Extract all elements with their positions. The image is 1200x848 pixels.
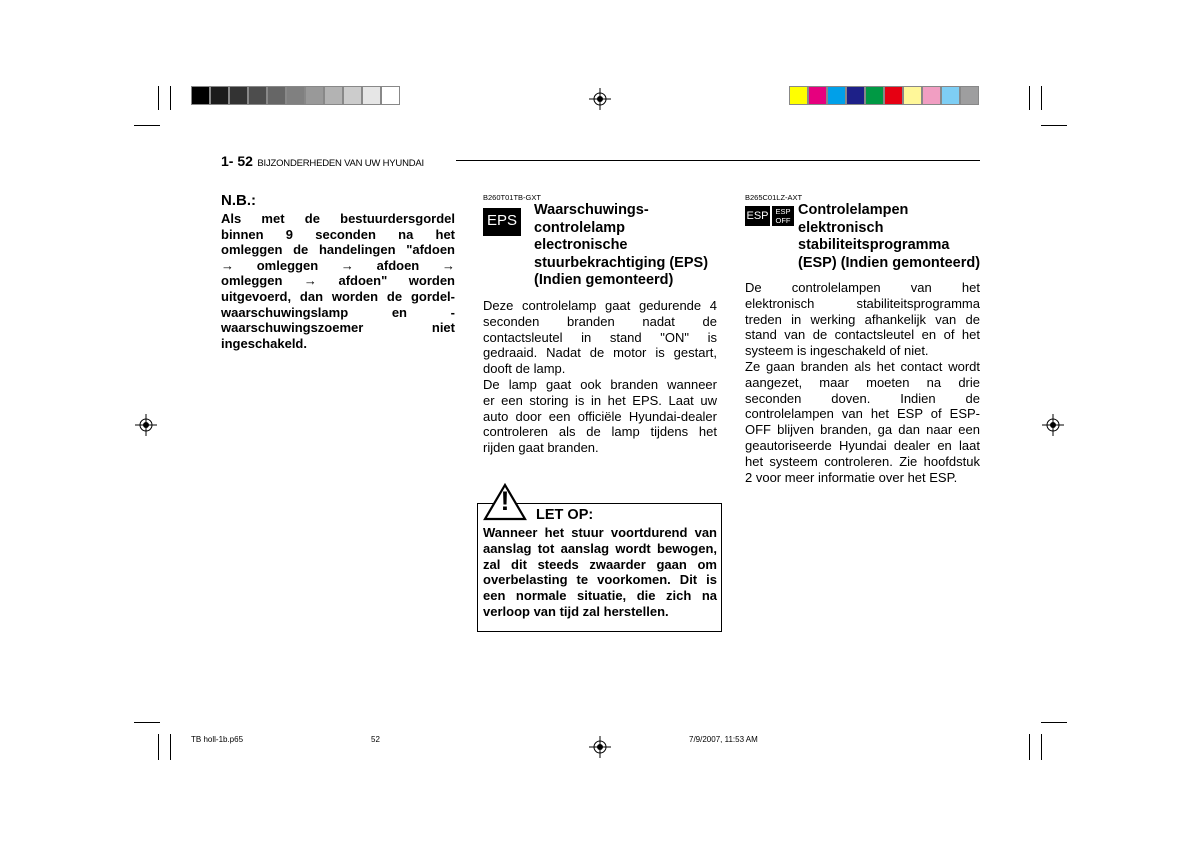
calibration-swatch <box>381 86 400 105</box>
text-line: auto door een officiële Hyundai-dealer <box>483 408 717 424</box>
crop-mark <box>170 86 171 110</box>
eps-code: B260T01TB-GXT <box>483 193 541 202</box>
text-line: er een storing is in het EPS. Laat uw <box>483 392 717 408</box>
text-line: → omleggen → afdoen → <box>221 257 455 273</box>
page-header <box>221 153 424 171</box>
text-line: het systeem controleren. Zie hoofdstuk <box>745 453 980 469</box>
calibration-swatch <box>191 86 210 105</box>
crop-mark <box>1041 86 1042 110</box>
text-line: Waarschuwings- <box>534 202 649 218</box>
caution-title: LET OP: <box>536 507 594 523</box>
text-line: Controlelampen <box>798 202 909 218</box>
registration-mark-left <box>135 414 157 436</box>
crop-mark <box>1041 722 1067 723</box>
caution-body <box>483 525 717 620</box>
esp-off-bottom-label: OFF <box>775 216 791 225</box>
calibration-swatch <box>903 86 922 105</box>
crop-mark <box>1029 86 1030 110</box>
text-line: rijden gaat branden. <box>483 440 599 456</box>
text-line: (Indien gemonteerd) <box>534 272 674 289</box>
note-block <box>221 192 455 351</box>
calibration-swatch <box>248 86 267 105</box>
text-line: contactsleutel in stand "ON" is <box>483 329 717 345</box>
eps-warning-icon: EPS <box>483 208 521 236</box>
text-line: OFF blijven branden, ga dan naar een <box>745 422 980 438</box>
calibration-swatch <box>884 86 903 105</box>
text-line: gedraaid. Nadat de motor is gestart, <box>483 345 717 361</box>
crop-mark <box>1041 734 1042 760</box>
calibration-swatch <box>343 86 362 105</box>
text-line: De controlelampen van het <box>745 280 980 295</box>
page-number: 1- 52 <box>221 153 253 169</box>
text-line: uitgevoerd, dan worden de gordel- <box>221 288 455 304</box>
warning-exclamation: ! <box>500 486 510 516</box>
note-title: N.B.: <box>221 192 256 209</box>
esp-indicator-icon: ESP <box>745 206 770 226</box>
text-line: geautoriseerde Hyundai dealer en laat <box>745 437 980 453</box>
text-line: aanslag tot aanslag wordt bewogen, <box>483 540 717 556</box>
footer-filename: TB holl-1b.p65 <box>191 735 244 744</box>
calibration-swatch <box>362 86 381 105</box>
crop-mark <box>170 734 171 760</box>
calibration-swatch <box>960 86 979 105</box>
crop-mark <box>134 125 160 126</box>
esp-body <box>745 280 980 485</box>
text-line: 2 voor meer informatie over het ESP. <box>745 469 958 485</box>
esp-code: B265C01LZ-AXT <box>745 193 803 202</box>
esp-off-top-label: ESP <box>775 207 791 216</box>
footer-page: 52 <box>371 735 380 744</box>
text-line: stand van de contactsleutel en of het <box>745 327 980 343</box>
calibration-swatch <box>789 86 808 105</box>
registration-mark-right <box>1042 414 1064 436</box>
calibration-swatch <box>324 86 343 105</box>
esp-off-indicator-icon <box>772 206 794 226</box>
calibration-swatch <box>286 86 305 105</box>
text-line: waarschuwingslamp en - <box>221 304 455 320</box>
text-line: electronische <box>534 237 628 254</box>
text-line: De lamp gaat ook branden wanneer <box>483 376 717 392</box>
text-line: Ze gaan branden als het contact wordt <box>745 358 980 374</box>
text-line: Wanneer het stuur voortdurend van <box>483 525 717 540</box>
footer-datetime: 7/9/2007, 11:53 AM <box>689 735 758 744</box>
text-line: omleggen de handelingen "afdoen <box>221 242 455 258</box>
text-line: elektronisch stabiliteitsprogramma <box>745 295 980 311</box>
eps-heading <box>534 202 720 290</box>
calibration-swatch <box>941 86 960 105</box>
calibration-swatch <box>865 86 884 105</box>
crop-mark <box>134 722 160 723</box>
color-strip <box>789 86 979 106</box>
crop-mark <box>158 86 159 110</box>
text-line: aangezet, maar moeten na drie <box>745 374 980 390</box>
calibration-swatch <box>846 86 865 105</box>
text-line: verloop van tijd zal herstellen. <box>483 603 669 619</box>
note-body <box>221 211 455 351</box>
text-line: binnen 9 seconden na het <box>221 226 455 242</box>
text-line: stuurbekrachtiging (EPS) <box>534 254 709 271</box>
text-line: systeem is ingeschakeld of niet. <box>745 343 929 359</box>
text-line: waarschuwingszoemer niet <box>221 320 455 336</box>
text-line: stabiliteitsprogramma <box>798 237 950 254</box>
esp-heading <box>798 202 984 272</box>
text-line: controlelampen van het ESP of ESP- <box>745 406 980 422</box>
text-line: controlelamp <box>534 219 626 236</box>
registration-mark-bottom <box>589 736 611 758</box>
calibration-swatch <box>922 86 941 105</box>
section-title: BIJZONDERHEDEN VAN UW HYUNDAI <box>257 158 424 169</box>
text-line: ingeschakeld. <box>221 335 307 351</box>
text-line: dooft de lamp. <box>483 361 566 377</box>
text-line: Als met de bestuurdersgordel <box>221 211 455 226</box>
crop-mark <box>1029 734 1030 760</box>
eps-body <box>483 298 717 456</box>
calibration-swatch <box>229 86 248 105</box>
text-line: zal dit steeds zwaarder gaan om <box>483 556 717 572</box>
text-line: (ESP) (Indien gemonteerd) <box>798 254 981 271</box>
text-line: een normale situatie, die zich na <box>483 588 717 604</box>
calibration-swatch <box>808 86 827 105</box>
calibration-swatch <box>827 86 846 105</box>
calibration-swatch <box>267 86 286 105</box>
text-line: elektronisch <box>798 219 884 236</box>
registration-mark-top <box>589 88 611 110</box>
text-line: seconden branden nadat de <box>483 313 717 329</box>
text-line: seconden doven. Indien de <box>745 390 980 406</box>
text-line: omleggen → afdoen" worden <box>221 273 455 289</box>
text-line: overbelasting te voorkomen. Dit is <box>483 572 717 588</box>
text-line: treden in werking afhankelijk van de <box>745 311 980 327</box>
text-line: controleren als de lamp tijdens het <box>483 424 717 440</box>
calibration-swatch <box>305 86 324 105</box>
header-rule <box>456 160 980 161</box>
crop-mark <box>1041 125 1067 126</box>
calibration-swatch <box>210 86 229 105</box>
text-line: Deze controlelamp gaat gedurende 4 <box>483 298 717 313</box>
crop-mark <box>158 734 159 760</box>
grayscale-strip <box>191 86 400 106</box>
